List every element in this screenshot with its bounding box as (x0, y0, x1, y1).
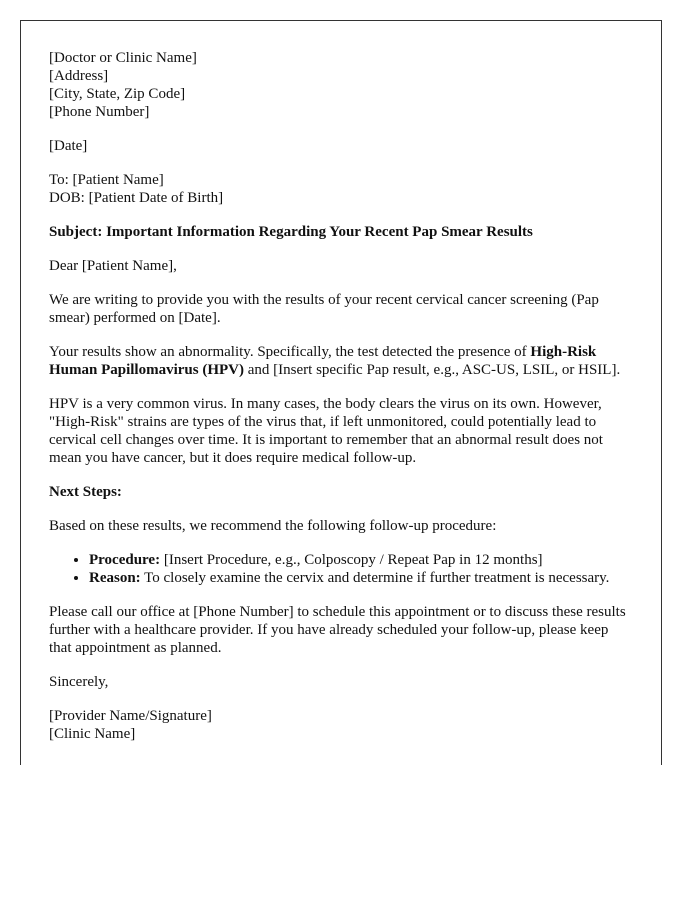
recipient-dob: DOB: [Patient Date of Birth] (49, 190, 224, 206)
sender-block (49, 49, 633, 121)
signature-block (49, 707, 633, 743)
results-paragraph (49, 343, 633, 379)
sender-address: [Address] (49, 68, 109, 84)
recipient-block (49, 171, 633, 207)
list-item (89, 569, 633, 587)
list-item (89, 551, 633, 569)
contact-paragraph: Please call our office at [Phone Number] to schedule this appointment or to discuss these results further with a healthcare provider. If you have already scheduled your follow-up, please keep that appointment as planned. (49, 604, 626, 656)
sender-name: [Doctor or Clinic Name] (49, 50, 197, 66)
reason-label: Reason: (89, 570, 141, 586)
reason-text: To closely examine the cervix and determine if further treatment is necessary. (140, 570, 610, 586)
intro-paragraph: We are writing to provide you with the results of your recent cervical cancer screening (Pap smear) performed on [Date]. (49, 292, 599, 326)
clinic-name: [Clinic Name] (49, 726, 136, 742)
procedure-text: [Insert Procedure, e.g., Colposcopy / Repeat Pap in 12 months] (160, 552, 543, 568)
follow-up-list (49, 551, 633, 587)
sender-city: [City, State, Zip Code] (49, 86, 186, 102)
letter-date: [Date] (49, 138, 88, 154)
provider-signature: [Provider Name/Signature] (49, 708, 212, 724)
recommendation-paragraph: Based on these results, we recommend the following follow-up procedure: (49, 518, 497, 534)
salutation: Dear [Patient Name], (49, 258, 177, 274)
procedure-label: Procedure: (89, 552, 161, 568)
closing: Sincerely, (49, 674, 109, 690)
results-text-end: and [Insert specific Pap result, e.g., ASC-US, LSIL, or HSIL]. (244, 362, 621, 378)
hpv-explanation: HPV is a very common virus. In many cases, the body clears the virus on its own. However, "High-Risk" strains are types of the virus that, if left unmonitored, could potentially lead to cervical cell changes over time. It is important to remember that an abnormal result does not mean you have cancer, but it does require medical follow-up. (49, 396, 603, 466)
next-steps-heading: Next Steps: (49, 484, 122, 500)
sender-phone: [Phone Number] (49, 104, 150, 120)
subject-line: Subject: Important Information Regarding Your Recent Pap Smear Results (49, 224, 533, 240)
letter (20, 20, 662, 765)
recipient-name: To: [Patient Name] (49, 172, 164, 188)
hpv-highlight: High-Risk Human Papillomavirus (HPV) (49, 344, 597, 378)
results-text: Your results show an abnormality. Specifically, the test detected the presence of (49, 344, 531, 360)
